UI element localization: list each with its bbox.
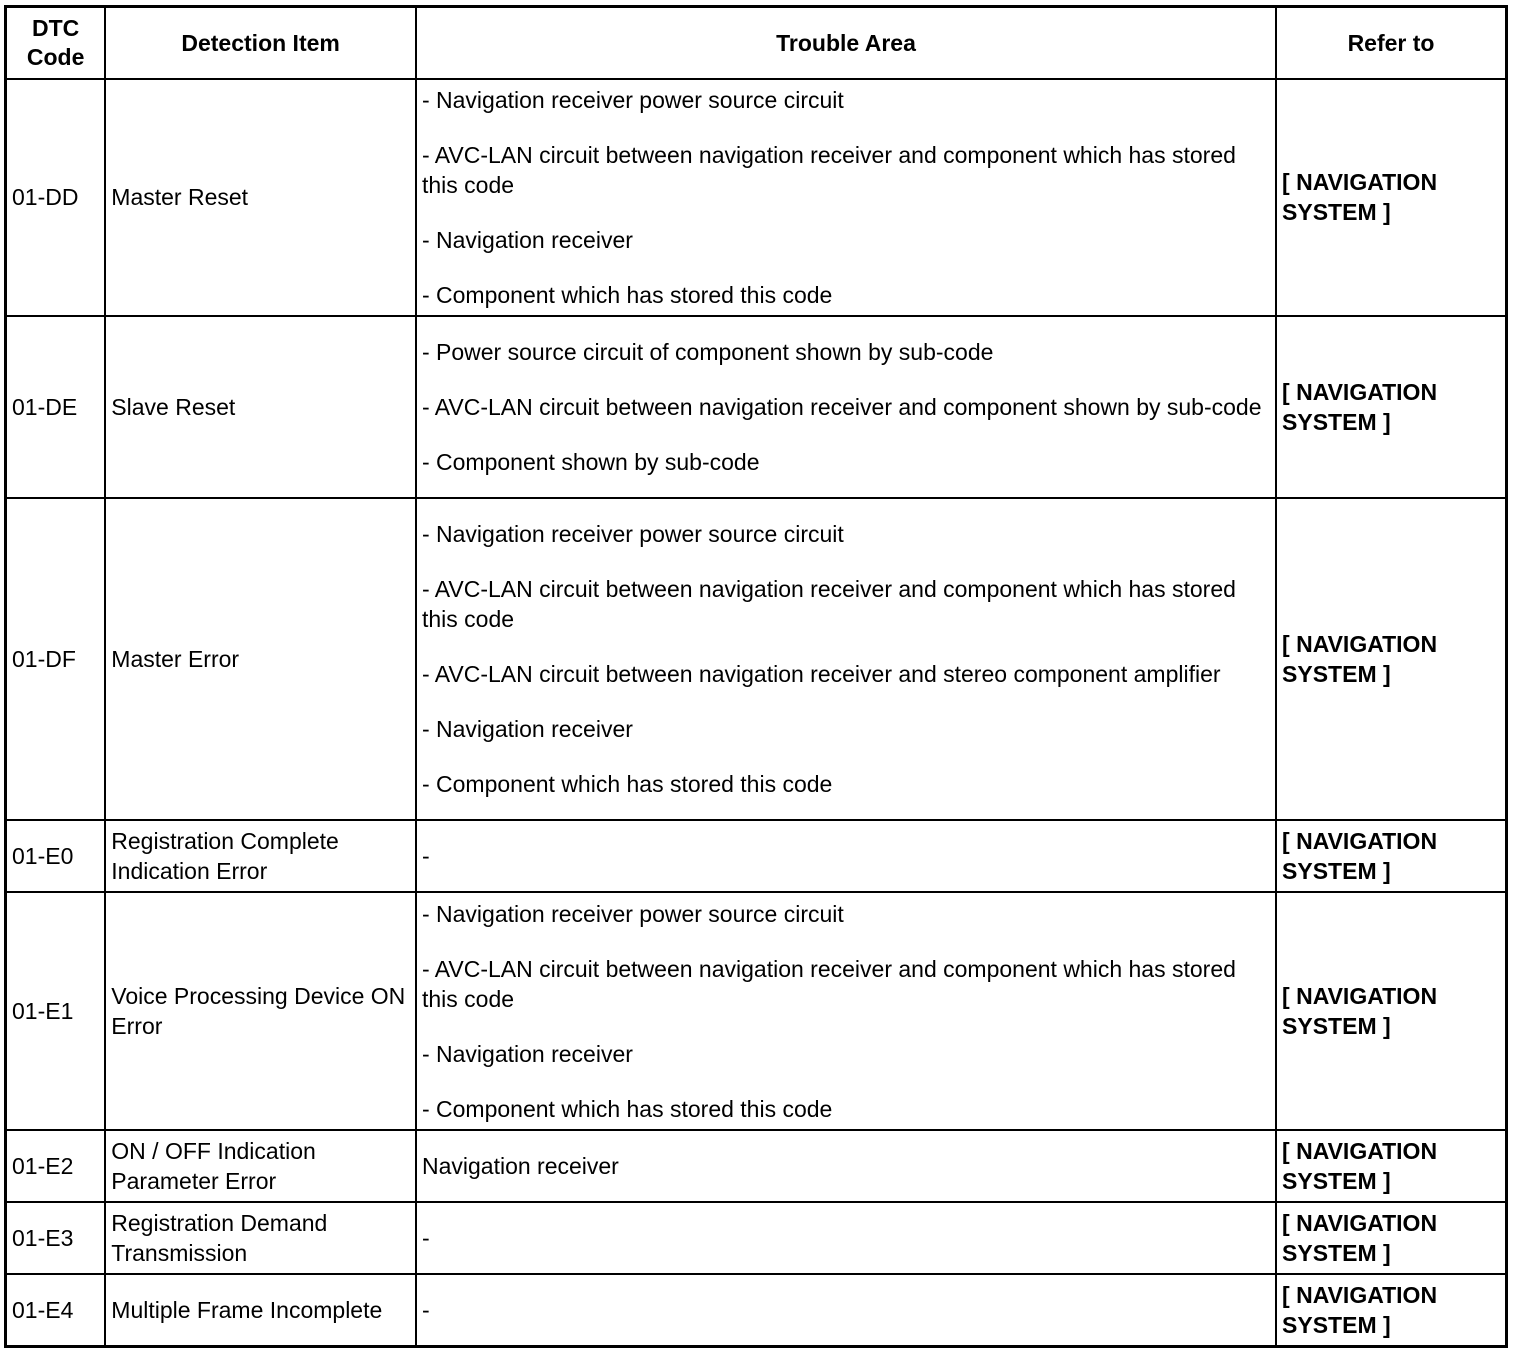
header-detection-item: Detection Item <box>105 7 416 79</box>
trouble-area-line: - <box>421 1225 430 1252</box>
trouble-area-line: - Navigation receiver power source circuit <box>421 900 844 927</box>
trouble-area-line: - Navigation receiver <box>421 226 633 253</box>
dtc-code-cell: 01-E1 <box>6 892 106 1130</box>
detection-item-cell: Registration Complete Indication Error <box>105 820 416 892</box>
trouble-area-line: Navigation receiver <box>421 1153 619 1180</box>
header-refer-to: Refer to <box>1276 7 1506 79</box>
dtc-code-cell: 01-DF <box>6 498 106 820</box>
header-row <box>6 7 1507 79</box>
table-row <box>6 498 1507 820</box>
refer-to-cell: [ NAVIGATION SYSTEM ] <box>1276 498 1506 820</box>
trouble-area-line: - Navigation receiver power source circuit <box>421 86 844 113</box>
dtc-code-cell: 01-E4 <box>6 1274 106 1346</box>
detection-item-cell: Master Error <box>105 498 416 820</box>
table-row <box>6 820 1507 892</box>
trouble-area-line: - <box>421 843 430 870</box>
table-row <box>6 1202 1507 1274</box>
refer-to-cell: [ NAVIGATION SYSTEM ] <box>1276 316 1506 498</box>
table-row <box>6 316 1507 498</box>
dtc-code-cell: 01-DD <box>6 79 106 316</box>
trouble-area-line: - AVC-LAN circuit between navigation receiver and component shown by sub-code <box>421 393 1262 420</box>
refer-to-cell: [ NAVIGATION SYSTEM ] <box>1276 820 1506 892</box>
detection-item-cell: Slave Reset <box>105 316 416 498</box>
trouble-area-line: - Navigation receiver <box>421 1040 633 1067</box>
detection-item-cell: Multiple Frame Incomplete <box>105 1274 416 1346</box>
detection-item-cell: Registration Demand Transmission <box>105 1202 416 1274</box>
detection-item-cell: Master Reset <box>105 79 416 316</box>
detection-item-cell: Voice Processing Device ON Error <box>105 892 416 1130</box>
detection-item-cell: ON / OFF Indication Parameter Error <box>105 1130 416 1202</box>
trouble-area-line: - Component which has stored this code <box>421 770 833 797</box>
table-row <box>6 79 1507 316</box>
trouble-area-line: - Navigation receiver <box>421 715 633 742</box>
trouble-area-cell <box>416 820 1276 892</box>
trouble-area-line: - Power source circuit of component shown by sub-code <box>421 338 994 365</box>
trouble-area-line: - AVC-LAN circuit between navigation receiver and stereo component amplifier <box>421 660 1221 687</box>
refer-to-cell: [ NAVIGATION SYSTEM ] <box>1276 1130 1506 1202</box>
trouble-area-line: - Component shown by sub-code <box>421 448 760 475</box>
refer-to-cell: [ NAVIGATION SYSTEM ] <box>1276 1274 1506 1346</box>
table-body <box>6 79 1507 1347</box>
refer-to-cell: [ NAVIGATION SYSTEM ] <box>1276 1202 1506 1274</box>
table-row <box>6 892 1507 1130</box>
trouble-area-line: - AVC-LAN circuit between navigation receiver and component which has stored this code <box>421 955 1236 1012</box>
table-row <box>6 1130 1507 1202</box>
trouble-area-cell <box>416 892 1276 1130</box>
refer-to-cell: [ NAVIGATION SYSTEM ] <box>1276 79 1506 316</box>
trouble-area-cell <box>416 498 1276 820</box>
header-trouble-area: Trouble Area <box>416 7 1276 79</box>
dtc-code-cell: 01-E2 <box>6 1130 106 1202</box>
trouble-area-line: - <box>421 1297 430 1324</box>
dtc-code-cell: 01-E3 <box>6 1202 106 1274</box>
table-row <box>6 1274 1507 1346</box>
trouble-area-cell <box>416 1202 1276 1274</box>
trouble-area-cell <box>416 1130 1276 1202</box>
trouble-area-cell <box>416 79 1276 316</box>
trouble-area-line: - AVC-LAN circuit between navigation receiver and component which has stored this code <box>421 141 1236 198</box>
trouble-area-line: - Component which has stored this code <box>421 1095 833 1122</box>
dtc-code-cell: 01-DE <box>6 316 106 498</box>
dtc-table <box>4 5 1508 1348</box>
trouble-area-line: - Component which has stored this code <box>421 281 833 308</box>
trouble-area-line: - AVC-LAN circuit between navigation receiver and component which has stored this code <box>421 575 1236 632</box>
refer-to-cell: [ NAVIGATION SYSTEM ] <box>1276 892 1506 1130</box>
trouble-area-cell <box>416 1274 1276 1346</box>
trouble-area-cell <box>416 316 1276 498</box>
dtc-code-cell: 01-E0 <box>6 820 106 892</box>
trouble-area-line: - Navigation receiver power source circuit <box>421 520 844 547</box>
header-dtc-code: DTC Code <box>6 7 106 79</box>
